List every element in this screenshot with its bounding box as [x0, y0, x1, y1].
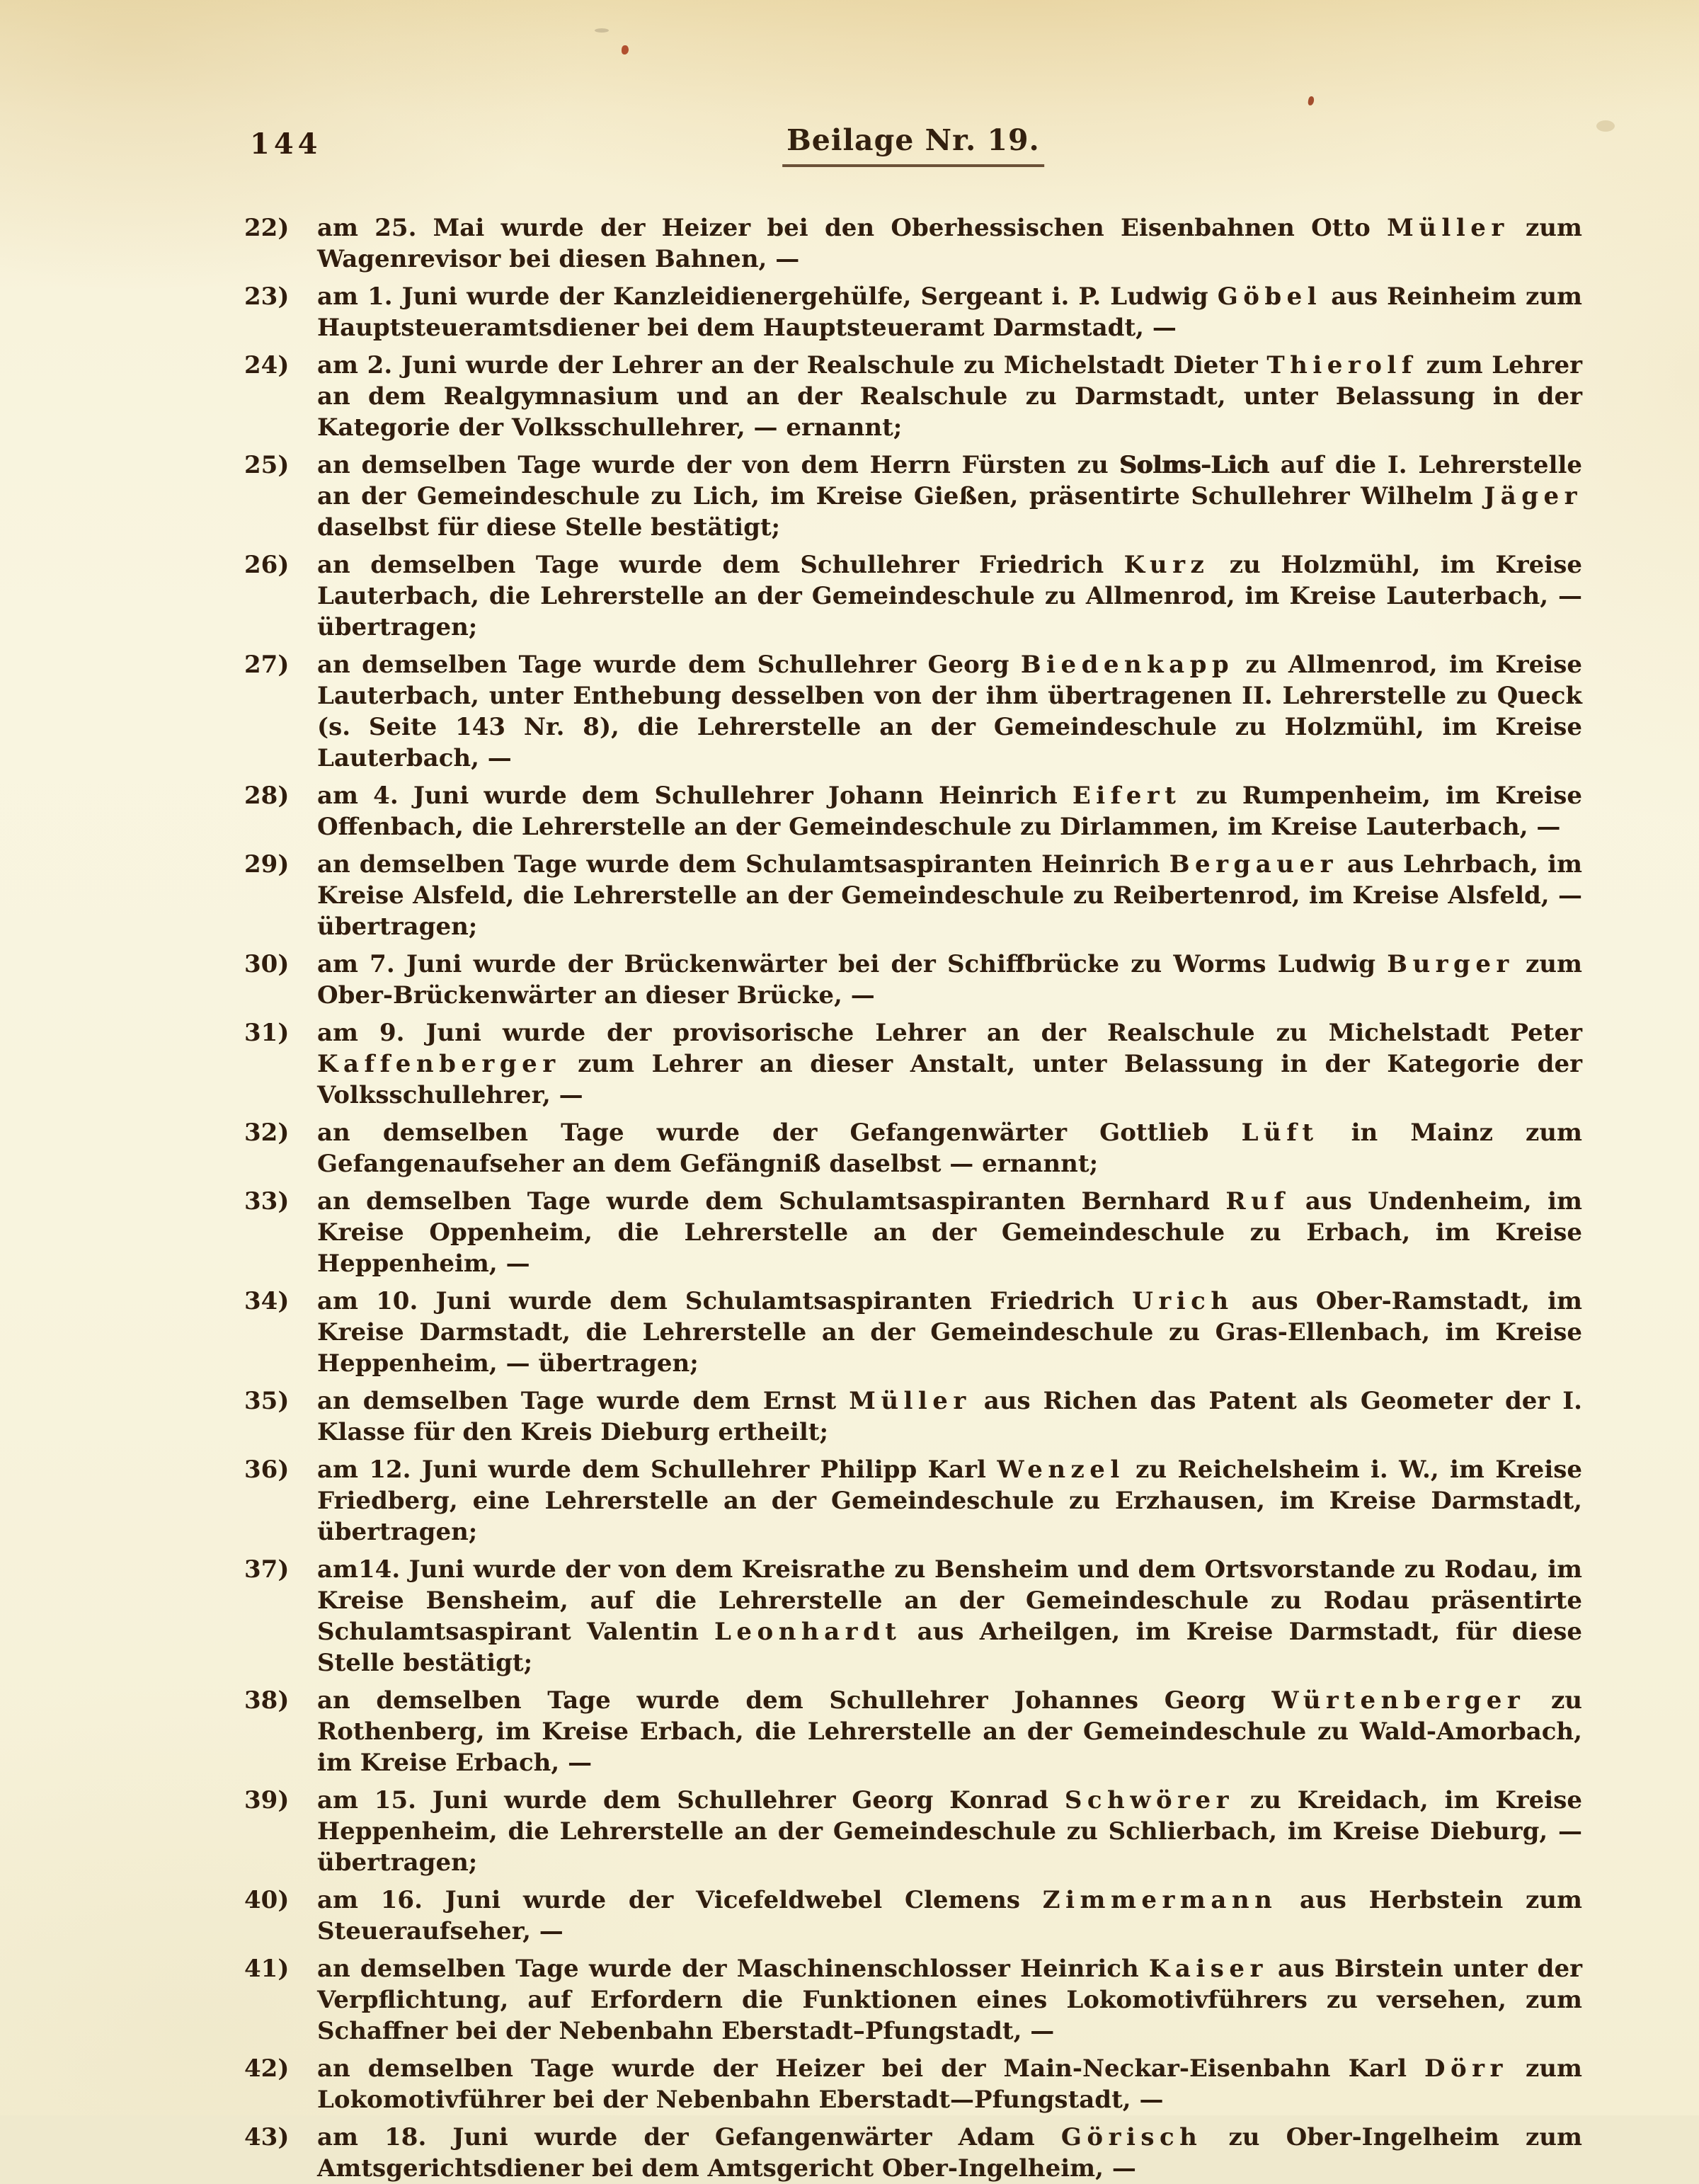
item-text — [317, 282, 1582, 342]
person-name: Thierolf — [1266, 351, 1417, 379]
text-run: auf die I. Lehrerstelle an der Gemeindeschule zu Lich, im Kreise Gießen, präsentirte Schullehrer Wilhelm — [317, 451, 1582, 510]
list-item — [244, 1953, 1582, 2047]
item-number: 24) — [244, 351, 290, 379]
list-item — [244, 1885, 1582, 1947]
text-run: zu Kreidach, im Kreise Heppenheim, die Lehrerstelle an der Gemeindeschule zu Schlierbach, im Kreise Dieburg, — übertragen; — [317, 1786, 1582, 1877]
emphasized-text: Solms-Lich — [1119, 451, 1270, 479]
item-text — [317, 351, 1582, 442]
text-run: am 18. Juni wurde der Gefangenwärter Adam — [317, 2123, 1061, 2151]
text-run: am 2. Juni wurde der Lehrer an der Realschule zu Michelstadt Dieter — [317, 351, 1267, 379]
text-run: an demselben Tage wurde der Gefangenwärter Gottlieb — [317, 1119, 1242, 1147]
item-text — [317, 1886, 1582, 1945]
text-run: am 4. Juni wurde dem Schullehrer Johann Heinrich — [317, 782, 1072, 810]
item-text — [317, 1287, 1582, 1378]
text-run: am 12. Juni wurde dem Schullehrer Philipp Karl — [317, 1456, 997, 1484]
item-number: 26) — [244, 551, 290, 579]
item-text — [317, 782, 1582, 841]
text-run: an demselben Tage wurde der von dem Herrn Fürsten zu — [317, 451, 1120, 479]
person-name: Müller — [1387, 214, 1509, 242]
red-ink-speck — [1308, 96, 1315, 106]
text-run: am 16. Juni wurde der Vicefeldwebel Clemens — [317, 1886, 1043, 1914]
list-item — [244, 549, 1582, 643]
item-text — [317, 1955, 1582, 2045]
text-run: an demselben Tage wurde dem Ernst — [317, 1387, 850, 1415]
text-run: an demselben Tage wurde der Heizer bei der Main-Neckar-Eisenbahn Karl — [317, 2054, 1425, 2083]
person-name: Görisch — [1060, 2123, 1203, 2151]
item-text — [317, 2054, 1582, 2114]
text-run: zu Ober-Ingelheim zum Amtsgerichtsdiener bei dem Amtsgericht Ober-Ingelheim, — — [317, 2123, 1582, 2183]
item-number: 37) — [244, 1555, 290, 1584]
text-run: aus Reinheim zum Hauptsteueramtsdiener bei dem Hauptsteueramt Darmstadt, — — [317, 282, 1583, 342]
item-number: 31) — [244, 1019, 290, 1047]
text-run: zu Reichelsheim i. W., im Kreise Friedberg, eine Lehrerstelle an der Gemeindeschule zu Erzhausen, im Kreise Darmstadt, übertragen; — [317, 1456, 1583, 1546]
item-number: 42) — [244, 2054, 290, 2083]
person-name: Eifert — [1072, 782, 1182, 810]
item-number: 28) — [244, 782, 290, 810]
item-number: 38) — [244, 1686, 290, 1715]
text-run: zum Lehrer an dieser Anstalt, unter Belassung in der Kategorie der Volksschullehrer, — — [317, 1050, 1582, 1109]
list-item — [244, 1286, 1582, 1379]
text-run: zu Holzmühl, im Kreise Lauterbach, die Lehrerstelle an der Gemeindeschule zu Allmenrod, im Kreise Lauterbach, — übertragen; — [317, 551, 1582, 641]
text-run: am 25. Mai wurde der Heizer bei den Oberhessischen Eisenbahnen Otto — [317, 214, 1388, 242]
list-item — [244, 1117, 1582, 1179]
list-item — [244, 1785, 1582, 1878]
text-run: aus Arheilgen, im Kreise Darmstadt, für diese Stelle bestätigt; — [317, 1618, 1582, 1677]
list-item — [244, 1554, 1582, 1679]
item-text — [317, 1187, 1582, 1278]
person-name: Kaiser — [1148, 1955, 1268, 1983]
person-name: Wenzel — [997, 1456, 1125, 1484]
list-item — [244, 949, 1582, 1011]
scan-smudge — [1596, 120, 1615, 132]
text-run: an demselben Tage wurde der Maschinenschlosser Heinrich — [317, 1955, 1149, 1983]
item-number: 43) — [244, 2123, 290, 2151]
text-run: am14. Juni wurde der von dem Kreisrathe zu Bensheim und dem Ortsvorstande zu Rodau, im Kreise Bensheim, auf die Lehrerstelle an der Gemeindeschule zu Rodau präsentirte Schulamtsaspirant Valentin — [317, 1555, 1582, 1646]
text-run: an demselben Tage wurde dem Schullehrer Johannes Georg — [317, 1686, 1272, 1715]
item-number: 27) — [244, 651, 290, 679]
person-name: Jäger — [1484, 482, 1582, 510]
item-text — [317, 1786, 1582, 1877]
item-number: 29) — [244, 850, 290, 879]
text-run: an demselben Tage wurde dem Schulamtsaspiranten Bernhard — [317, 1187, 1226, 1216]
text-run: daselbst für diese Stelle bestätigt; — [317, 513, 781, 542]
person-name: Leonhardt — [714, 1618, 902, 1646]
list-item — [244, 2122, 1582, 2184]
text-run: am 10. Juni wurde dem Schulamtsaspiranten Friedrich — [317, 1287, 1133, 1315]
text-run: aus Ober-Ramstadt, im Kreise Darmstadt, die Lehrerstelle an der Gemeindeschule zu Gras-Ellenbach, im Kreise Heppenheim, — übertragen; — [317, 1287, 1583, 1378]
person-name: Burger — [1387, 950, 1514, 978]
item-text — [317, 651, 1582, 772]
list-item — [244, 780, 1582, 842]
person-name: Bergauer — [1169, 850, 1338, 879]
scan-smudge — [595, 28, 609, 33]
list-item — [244, 450, 1582, 543]
text-run: an demselben Tage wurde dem Schullehrer Friedrich — [317, 551, 1124, 579]
text-run: zum Lokomotivführer bei der Nebenbahn Eberstadt—Pfungstadt, — — [317, 2054, 1582, 2114]
text-run: aus Birstein unter der Verpflichtung, auf Erfordern die Funktionen eines Lokomotivführers zu versehen, zum Schaffner bei der Nebenbahn Eberstadt–Pfungstadt, — — [317, 1955, 1582, 2045]
item-text — [317, 214, 1582, 273]
item-number: 32) — [244, 1119, 290, 1147]
item-number: 41) — [244, 1955, 290, 1983]
text-run: aus Herbstein zum Steueraufseher, — — [317, 1886, 1582, 1945]
item-text — [317, 850, 1582, 941]
person-name: Müller — [849, 1387, 971, 1415]
text-run: zum Ober-Brückenwärter an dieser Brücke, — — [317, 950, 1582, 1010]
item-text — [317, 1686, 1582, 1777]
text-run: an demselben Tage wurde dem Schullehrer Georg — [317, 651, 1021, 679]
page-title: Beilage Nr. 19. — [782, 123, 1044, 167]
list-item — [244, 1186, 1582, 1279]
item-text — [317, 2123, 1582, 2183]
item-text — [317, 1119, 1582, 1178]
text-run: am 1. Juni wurde der Kanzleidienergehülfe, Sergeant i. P. Ludwig — [317, 282, 1218, 311]
list-item — [244, 1454, 1582, 1548]
item-text — [317, 950, 1582, 1010]
red-ink-speck — [622, 45, 629, 55]
list-item — [244, 649, 1582, 774]
person-name: Zimmermann — [1042, 1886, 1278, 1914]
item-number: 22) — [244, 214, 290, 242]
person-name: Dörr — [1424, 2054, 1508, 2083]
text-run: zum Lehrer an dem Realgymnasium und an der Realschule zu Darmstadt, unter Belassung in der Kategorie der Volksschullehrer, — ernannt; — [317, 351, 1582, 442]
person-name: Urich — [1132, 1287, 1234, 1315]
person-name: Göbel — [1217, 282, 1322, 311]
item-text — [317, 1555, 1582, 1677]
appointments-list — [244, 212, 1582, 2184]
list-item — [244, 281, 1582, 343]
item-text — [317, 1019, 1582, 1109]
item-number: 34) — [244, 1287, 290, 1315]
text-run: zu Rumpenheim, im Kreise Offenbach, die Lehrerstelle an der Gemeindeschule zu Dirlammen, im Kreise Lauterbach, — — [317, 782, 1582, 841]
person-name: Biedenkapp — [1020, 651, 1235, 679]
item-text — [317, 551, 1582, 641]
item-number: 23) — [244, 282, 290, 311]
list-item — [244, 1685, 1582, 1778]
text-run: zu Allmenrod, im Kreise Lauterbach, unter Enthebung desselben von der ihm übertragenen II. Lehrerstelle zu Queck (s. Seite 143 Nr. 8), die Lehrerstelle an der Gemeindeschule zu Holzmühl, im Kreise Lauterbach, — — [317, 651, 1582, 772]
item-number: 30) — [244, 950, 290, 978]
list-item — [244, 2053, 1582, 2115]
text-run: zum Wagenrevisor bei diesen Bahnen, — — [317, 214, 1582, 273]
item-number: 40) — [244, 1886, 290, 1914]
page-content — [244, 120, 1582, 2184]
item-number: 25) — [244, 451, 290, 479]
text-run: an demselben Tage wurde dem Schulamtsaspiranten Heinrich — [317, 850, 1169, 879]
item-number: 39) — [244, 1786, 290, 1814]
item-text — [317, 451, 1582, 542]
item-number: 36) — [244, 1456, 290, 1484]
item-number: 33) — [244, 1187, 290, 1216]
list-item — [244, 212, 1582, 275]
text-run: in Mainz zum Gefangenaufseher an dem Gefängniß daselbst — ernannt; — [317, 1119, 1583, 1178]
list-item — [244, 1385, 1582, 1448]
page-header — [244, 120, 1582, 183]
list-item — [244, 1017, 1582, 1111]
text-run: am 15. Juni wurde dem Schullehrer Georg Konrad — [317, 1786, 1065, 1814]
text-run: aus Richen das Patent als Geometer der I. Klasse für den Kreis Dieburg ertheilt; — [317, 1387, 1582, 1446]
person-name: Lüft — [1241, 1119, 1319, 1147]
item-text — [317, 1456, 1582, 1546]
text-run: am 7. Juni wurde der Brückenwärter bei der Schiffbrücke zu Worms Ludwig — [317, 950, 1388, 978]
item-text — [317, 1387, 1582, 1446]
list-item — [244, 350, 1582, 443]
text-run: aus Lehrbach, im Kreise Alsfeld, die Lehrerstelle an der Gemeindeschule zu Reibertenrod, im Kreise Alsfeld, — übertragen; — [317, 850, 1582, 941]
person-name: Kurz — [1123, 551, 1210, 579]
person-name: Ruf — [1225, 1187, 1290, 1216]
text-run: am 9. Juni wurde der provisorische Lehrer an der Realschule zu Michelstadt Peter — [317, 1019, 1582, 1047]
page-number: 144 — [250, 127, 322, 161]
text-run: zu Rothenberg, im Kreise Erbach, die Lehrerstelle an der Gemeindeschule zu Wald-Amorbach, im Kreise Erbach, — — [317, 1686, 1582, 1777]
text-run: aus Undenheim, im Kreise Oppenheim, die Lehrerstelle an der Gemeindeschule zu Erbach, im Kreise Heppenheim, — — [317, 1187, 1582, 1278]
person-name: Schwörer — [1064, 1786, 1235, 1814]
person-name: Würtenberger — [1271, 1686, 1526, 1715]
person-name: Kaffenberger — [317, 1050, 561, 1078]
item-number: 35) — [244, 1387, 290, 1415]
list-item — [244, 849, 1582, 942]
